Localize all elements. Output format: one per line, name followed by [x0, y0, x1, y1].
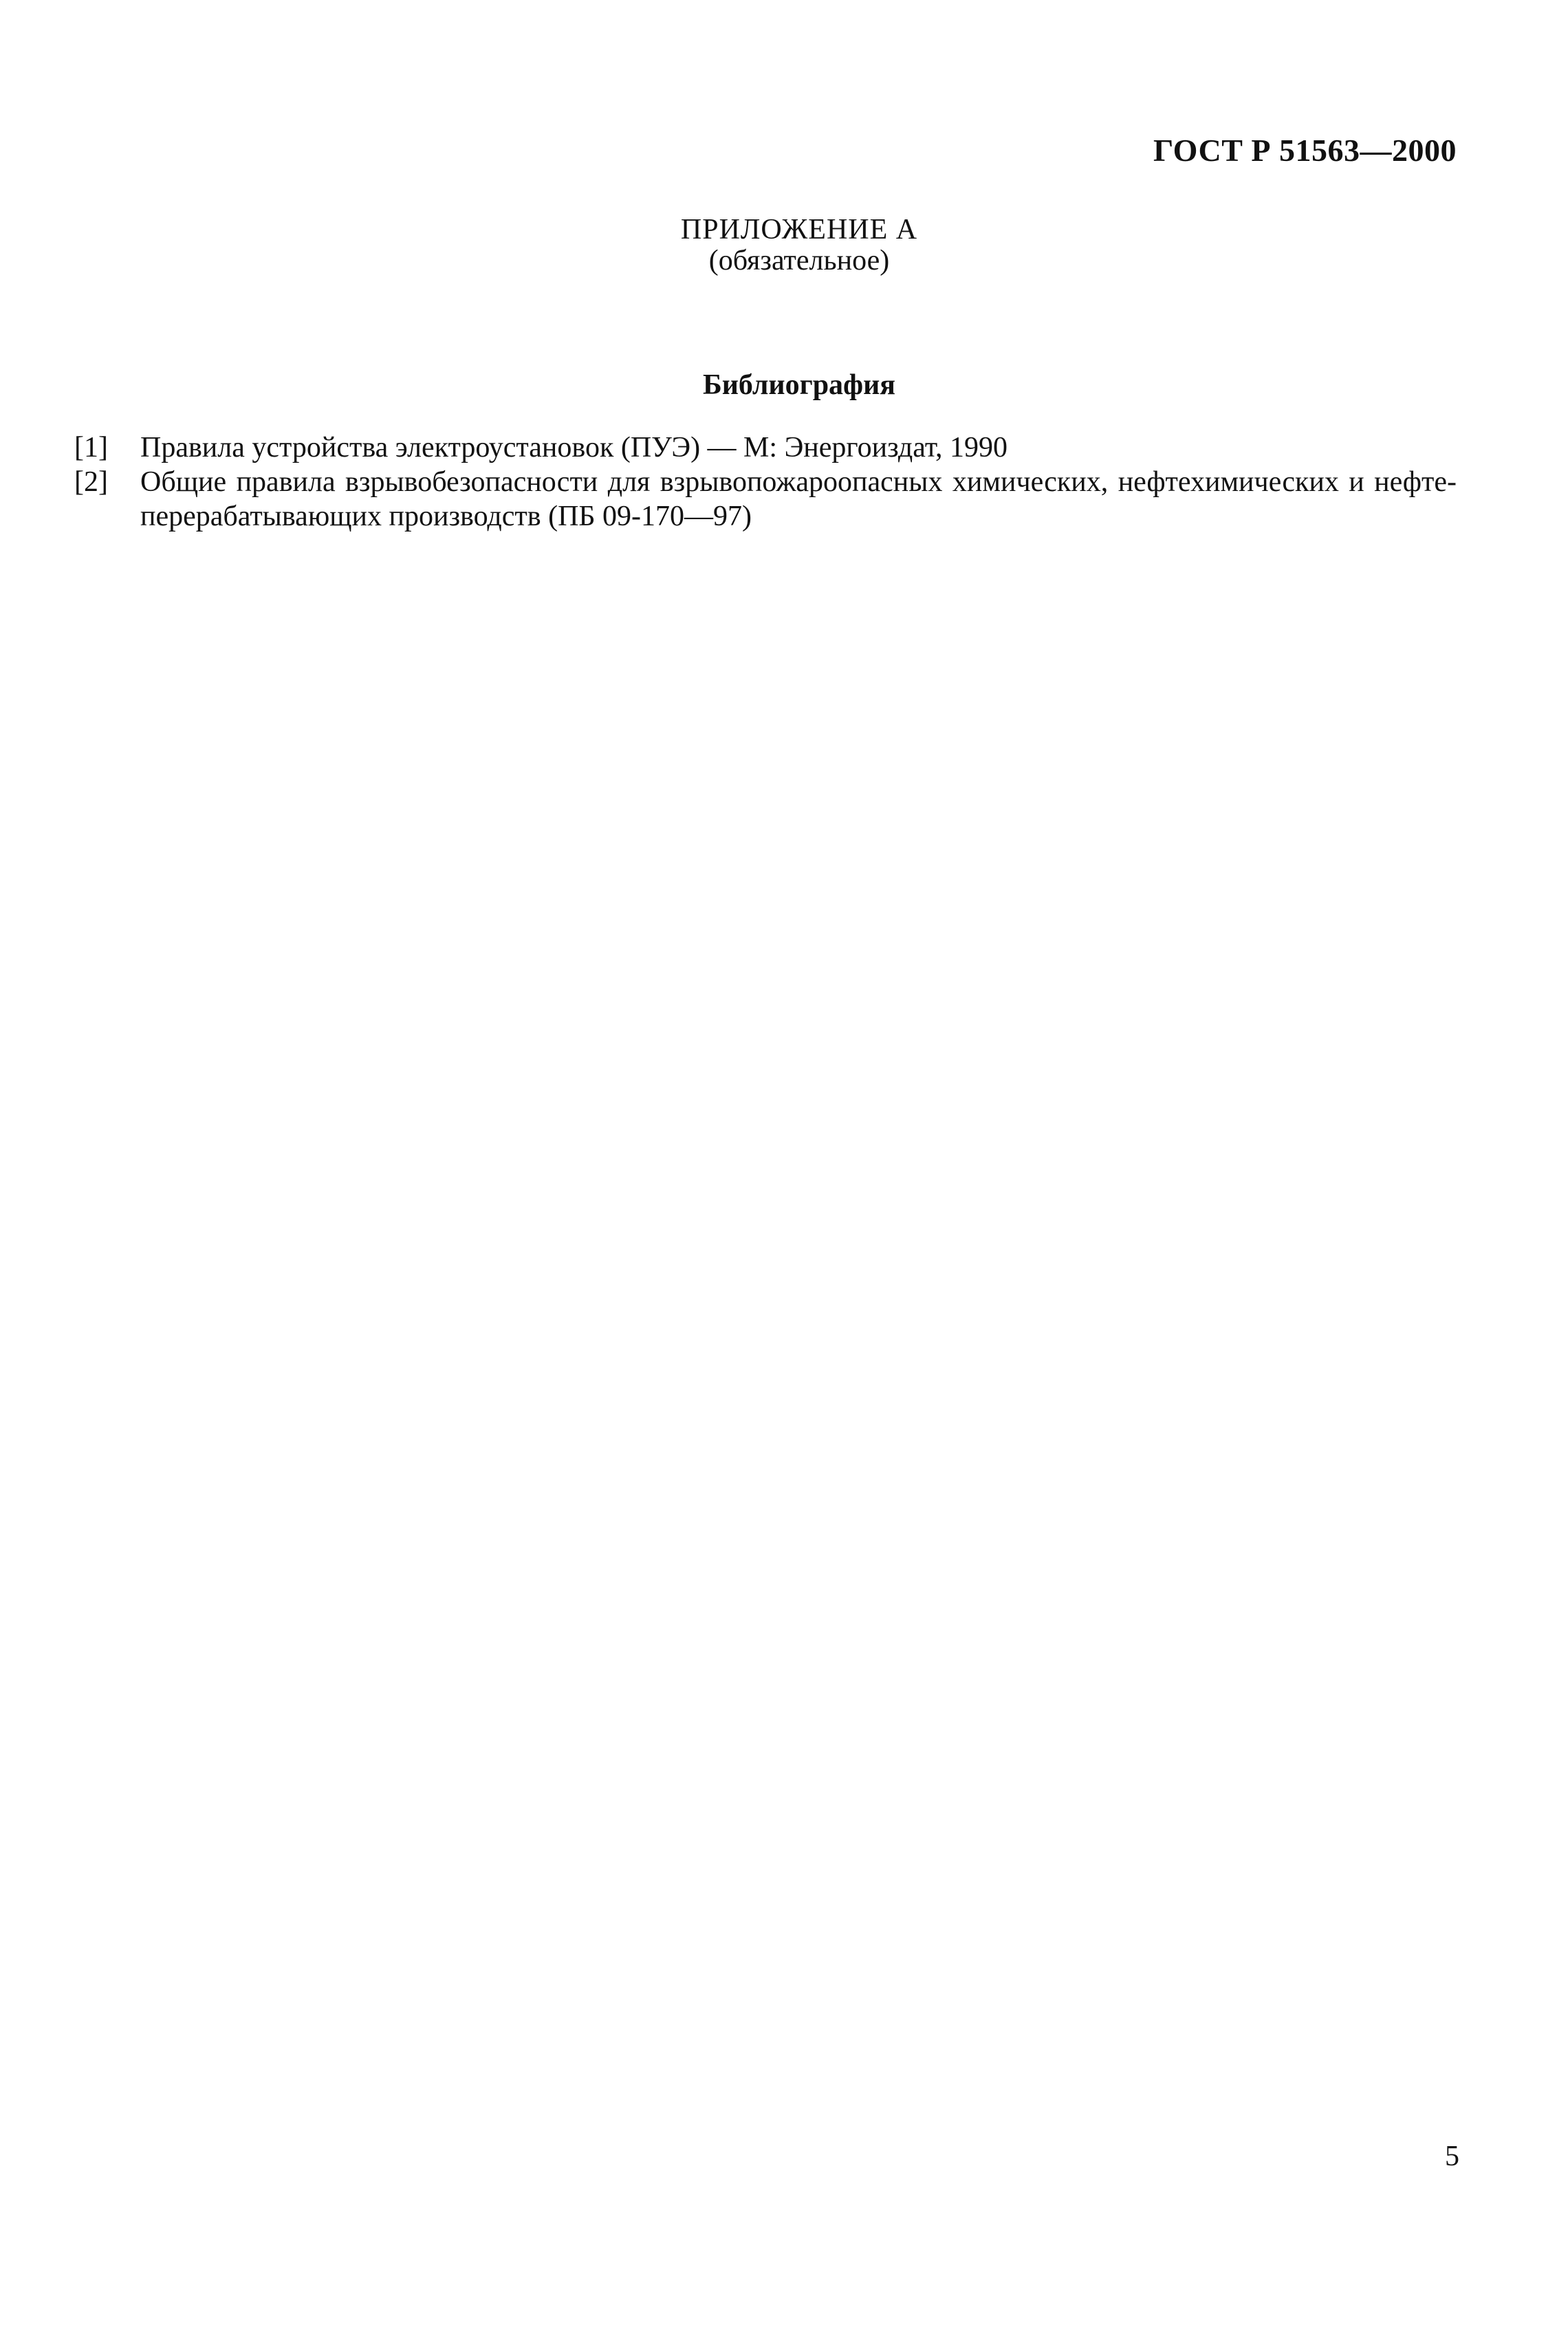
document-code: ГОСТ Р 51563—2000 — [1153, 133, 1457, 168]
bibliography-item-text: Правила устройства электроустановок (ПУЭ) — М: Энергоиздат, 1990 — [140, 432, 1008, 463]
appendix-title: ПРИЛОЖЕНИЕ А — [680, 214, 918, 245]
bibliography-item — [74, 430, 1457, 465]
bibliography-list — [74, 430, 1457, 534]
bibliography-item-number: [1] — [74, 432, 108, 463]
bibliography-heading: Библиография — [702, 369, 896, 401]
page-number: 5 — [1445, 2141, 1459, 2172]
appendix-block — [0, 215, 1568, 276]
bibliography-item-text: Общие правила взрывобезопасности для взрывопожароопасных химических, нефтехимических и нефте-перерабатывающих производств (ПБ 09-170—97) — [140, 466, 1457, 532]
appendix-status: (обязательное) — [708, 245, 890, 276]
bibliography-item — [74, 465, 1457, 534]
bibliography-item-number: [2] — [74, 466, 108, 498]
